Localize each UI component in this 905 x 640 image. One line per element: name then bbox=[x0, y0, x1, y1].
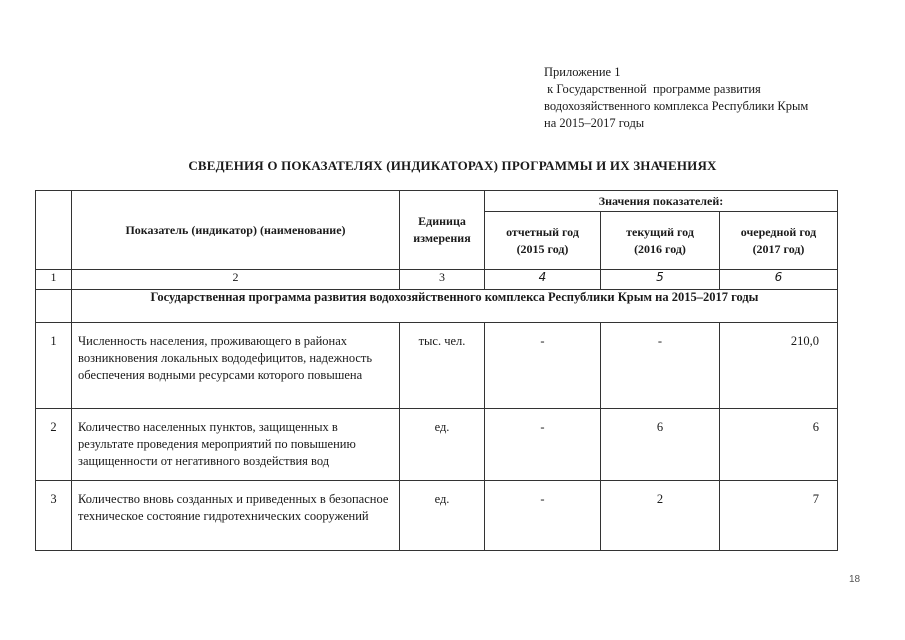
indicator-unit: ед. bbox=[400, 481, 485, 551]
value-2015: - bbox=[485, 409, 601, 481]
col-number: 3 bbox=[400, 270, 485, 290]
appendix-line: Приложение 1 bbox=[544, 65, 621, 79]
indicators-table bbox=[35, 190, 838, 551]
section-title: Государственная программа развития водохозяйственного комплекса Республики Крым на 2015–2017 годы bbox=[72, 290, 838, 323]
header-2016-text: текущий год (2016 год) bbox=[626, 224, 694, 256]
appendix-note bbox=[544, 64, 808, 132]
header-2015 bbox=[485, 212, 601, 270]
value-2016: 6 bbox=[601, 409, 720, 481]
table-row bbox=[36, 409, 838, 481]
header-2017 bbox=[720, 212, 838, 270]
value-2016: - bbox=[601, 323, 720, 409]
value-2017: 210,0 bbox=[720, 323, 838, 409]
col-number-handwritten: 4 bbox=[485, 270, 601, 290]
row-number: 3 bbox=[36, 481, 72, 551]
col-number: 2 bbox=[72, 270, 400, 290]
col-number: 1 bbox=[36, 270, 72, 290]
header-2016 bbox=[601, 212, 720, 270]
row-number: 1 bbox=[36, 323, 72, 409]
header-2017-text: очередной год (2017 год) bbox=[740, 224, 817, 256]
appendix-line: к Государственной программе развития bbox=[544, 82, 761, 96]
header-values-group: Значения показателей: bbox=[485, 191, 838, 212]
row-number: 2 bbox=[36, 409, 72, 481]
header-indicator-name bbox=[72, 191, 400, 270]
col-number-handwritten: 5 bbox=[601, 270, 720, 290]
indicator-name: Количество вновь созданных и приведенных в безопасное техническое состояние гидротехнических сооружений bbox=[72, 481, 400, 551]
indicator-name: Численность населения, проживающего в районах возникновения локальных вододефицитов, надежность обеспечения водными ресурсами которого повышена bbox=[72, 323, 400, 409]
appendix-line: водохозяйственного комплекса Республики Крым bbox=[544, 99, 809, 113]
indicator-name: Количество населенных пунктов, защищенных в результате проведения мероприятий по повышению защищенности от негативного воздействия вод bbox=[72, 409, 400, 481]
value-2017: 7 bbox=[720, 481, 838, 551]
header-unit-text: Единица измерения bbox=[413, 214, 471, 245]
header-unit bbox=[400, 191, 485, 270]
value-2015: - bbox=[485, 481, 601, 551]
appendix-line: на 2015–2017 годы bbox=[544, 116, 645, 130]
table-row bbox=[36, 323, 838, 409]
value-2017: 6 bbox=[720, 409, 838, 481]
table-row bbox=[36, 481, 838, 551]
header-indicator-name-text: Показатель (индикатор) (наименование) bbox=[125, 222, 346, 237]
indicator-unit: ед. bbox=[400, 409, 485, 481]
section-number-cell bbox=[36, 290, 72, 323]
column-numbers-row bbox=[36, 270, 838, 290]
header-number-cell bbox=[36, 191, 72, 270]
section-row bbox=[36, 290, 838, 323]
header-2015-text: отчетный год (2015 год) bbox=[506, 224, 579, 256]
value-2016: 2 bbox=[601, 481, 720, 551]
value-2015: - bbox=[485, 323, 601, 409]
page-number: 18 bbox=[849, 574, 861, 585]
indicator-unit: тыс. чел. bbox=[400, 323, 485, 409]
col-number-handwritten: 6 bbox=[720, 270, 838, 290]
document-title: СВЕДЕНИЯ О ПОКАЗАТЕЛЯХ (ИНДИКАТОРАХ) ПРОГРАММЫ И ИХ ЗНАЧЕНИЯХ bbox=[188, 158, 717, 173]
